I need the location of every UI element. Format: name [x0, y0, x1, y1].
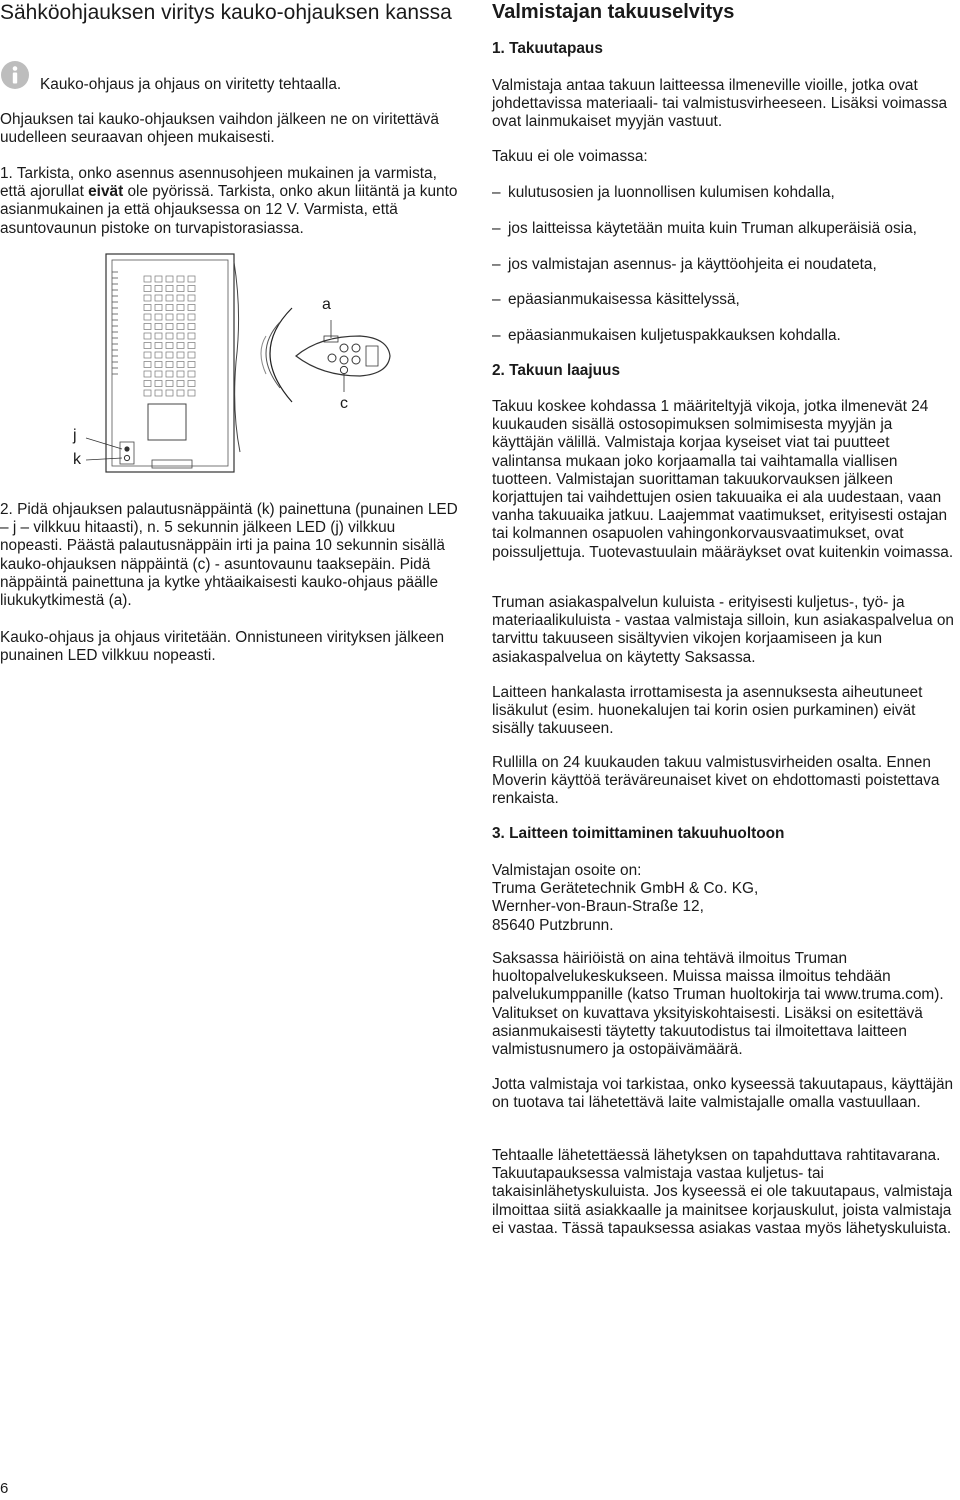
info-icon [0, 60, 30, 90]
remote-control [296, 336, 390, 376]
section3-heading: 3. Laitteen toimittaminen takuuhuoltoon [492, 825, 785, 842]
led-j [124, 446, 129, 451]
section3-paragraph1: Saksassa häiriöistä on aina tehtävä ilmoitus Truman huoltopalvelukeskukseen. Muissa maissa ilmoitus tehdään palvelukumppanille (katso Truman huoltokirja tai www.truma.com). Valitukset on kuvattava yksityiskohtaisesti. Lisäksi on esitettävä asianmukaisesti täytetty takuutodistus tai ilmoitettava laitteen valmistusnumero ja ostopäivämäärä. [492, 950, 944, 1059]
section1-heading: 1. Takuutapaus [492, 40, 603, 57]
section3-paragraph2: Jotta valmistaja voi tarkistaa, onko kyseessä takuutapaus, käyttäjän on tuotava tai lähetettävä laite valmistajalle omalla vastuullaan. [492, 1076, 954, 1112]
label-c: c [340, 395, 348, 412]
label-k: k [73, 451, 81, 468]
step2-paragraph: 2. Pidä ohjauksen palautusnäppäintä (k) painettuna (punainen LED – j – vilkkuu hitaasti), n. 5 sekunnin jälkeen LED (j) vilkkuu nopeasti. Päästä palautusnäppäin irti ja paina 10 sekunnin sisällä kauko-ohjauksen näppäintä (c) - asuntovaunu taaksepäin. Pidä näppäintä painettuna ja kytke yhtäaikaisesti kauko-ohjaus päälle liukukytkimestä (a). [0, 501, 458, 610]
step1-paragraph: 1. Tarkista, onko asennus asennusohjeen mukainen ja varmista, että ajorullat eivät ole pyörissä. Tarkista, onko akun liitäntä ja kunto asianmukainen ja että ohjauksessa on 12 V. Varmista, että asuntovaunun pistoke on turvapistorasiassa. [0, 165, 458, 237]
section1-paragraph2: Takuu ei ole voimassa: [492, 148, 648, 165]
section2-paragraph1: Takuu koskee kohdassa 1 määriteltyjä vikoja, jotka ilmenevät 24 kuukauden sisällä ostosopimuksen solmimisesta myyjän ja käyttäjän välillä. Valmistaja korjaa kyseiset viat tai puutteet valintansa mukaan joko korjaamalla tai vaihtamalla viallisen tuotteen. Valmistajan suorittaman takuukorvauksen jälkeen korjattujen tai vaihdettujen osien takuuaika ei ala uudestaan, vaan vanha takuuaika jatkuu. Laajemmat vaatimukset, erityisesti ostajan tai kolmannen osapuolen vahingonkorvausvaatimukset, ovat poissuljettuja. Tuotevastuulain määräykset ovat kuitenkin voimassa. [492, 398, 954, 561]
section1-paragraph1: Valmistaja antaa takuun laitteessa ilmeneville vioille, jotka ovat johdettavissa materiaali- tai valmistusvirheeseen. Lisäksi voimassa ovat lainmukaiset myyjän vastuut. [492, 77, 948, 131]
label-a: a [322, 296, 331, 313]
section3-paragraph3: Tehtaalle lähetettäessä lähetyksen on tapahduttava rahtitavarana. Takuutapauksessa valmistaja vastaa kuljetus- tai takaisinlähetyskuluista. Jos kyseessä ei ole takuutapaus, valmistaja ilmoittaa siitä asiakkaalle ja mainitsee korjauskulut, joista valmistaja ei vastaa. Tässä tapauksessa asiakas vastaa myös lähetyskuluista. [492, 1147, 953, 1237]
control-unit-figure [60, 252, 420, 480]
page-title: Sähköohjauksen viritys kauko-ohjauksen kanssa [0, 1, 452, 24]
control-unit-body [106, 254, 234, 472]
section2-paragraph4: Rullilla on 24 kuukauden takuu valmistusvirheiden osalta. Ennen Moverin käyttöä teräväreunaiset kivet on ehdottomasti poistettava renkaista. [492, 754, 940, 808]
final-paragraph: Kauko-ohjaus ja ohjaus viritetään. Onnistuneen virityksen jälkeen punainen LED vilkkuu nopeasti. [0, 629, 445, 665]
manufacturer-address: Valmistajan osoite on: Truma Gerätetechnik GmbH & Co. KG, Wernher-von-Braun-Straße 12, 85640 Putzbrunn. [492, 862, 759, 934]
warranty-title: Valmistajan takuuselvitys [492, 1, 735, 23]
label-j: j [73, 427, 77, 444]
section2-heading: 2. Takuun laajuus [492, 362, 621, 379]
section2-paragraph2: Truman asiakaspalvelun kuluista - erityisesti kuljetus-, työ- ja materiaalikuluista - vastaa valmistaja silloin, kun asiakaspalvelua on tarvittu takuuseen sisältyvien vikojen korjaamiseen ja kun asiakaspalvelua on käytetty Saksassa. [492, 594, 954, 666]
info-note: Kauko-ohjaus ja ohjaus on viritetty tehtaalla. [40, 76, 342, 93]
section2-paragraph3: Laitteen hankalasta irrottamisesta ja asennuksesta aiheutuneet lisäkulut (esim. huonekalujen tai korin osien purkaminen) eivät sisälly takuuseen. [492, 684, 923, 738]
page-number: 6 [0, 1480, 9, 1497]
intro-paragraph: Ohjauksen tai kauko-ohjauksen vaihdon jälkeen ne on viritettävä uudelleen seuraavan ohjeen mukaisesti. [0, 111, 439, 147]
